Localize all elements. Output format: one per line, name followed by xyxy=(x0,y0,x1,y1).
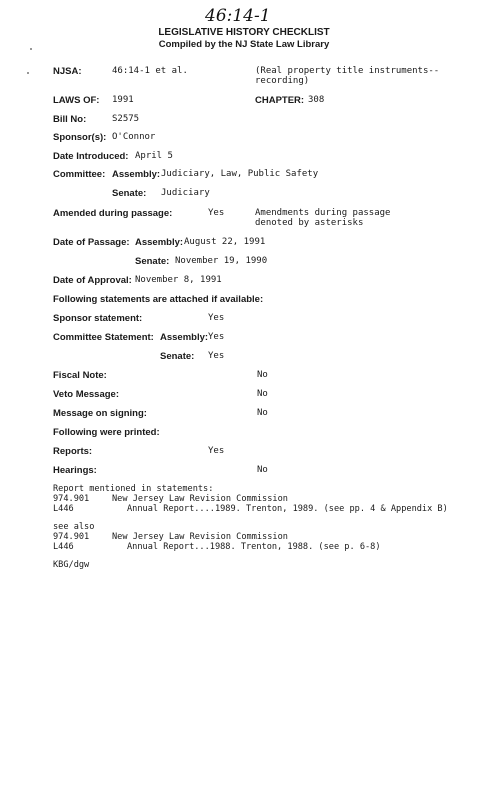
committee-senate-value: Judiciary xyxy=(161,188,210,198)
amended-note-line2: denoted by asterisks xyxy=(255,218,364,228)
cstatement-senate-value: Yes xyxy=(208,351,225,361)
amended-label: Amended during passage: xyxy=(53,208,173,219)
date-of-approval-label: Date of Approval: xyxy=(53,275,132,286)
sponsors-label: Sponsor(s): xyxy=(53,132,107,143)
message-on-signing-value: No xyxy=(257,408,268,418)
date-of-passage-label: Date of Passage: xyxy=(53,237,130,248)
njsa-value: 46:14-1 et al. xyxy=(112,66,188,76)
sponsor-statement-value: Yes xyxy=(208,313,225,323)
report-mentioned-heading: Report mentioned in statements: xyxy=(53,484,214,494)
laws-of-value: 1991 xyxy=(112,95,134,105)
veto-message-label: Veto Message: xyxy=(53,389,119,400)
reports-label: Reports: xyxy=(53,446,93,457)
cstatement-assembly-label: Assembly: xyxy=(160,332,209,343)
laws-of-label: LAWS OF: xyxy=(53,95,100,106)
bill-no-value: S2575 xyxy=(112,114,140,124)
committee-assembly-label: Assembly: xyxy=(112,169,161,180)
sponsor-statement-label: Sponsor statement: xyxy=(53,313,143,324)
report1-call-number: 974.901 xyxy=(53,494,90,504)
scan-speck xyxy=(27,72,29,74)
sponsors-value: O'Connor xyxy=(112,132,156,142)
njsa-label: NJSA: xyxy=(53,66,82,77)
document-title: LEGISLATIVE HISTORY CHECKLIST xyxy=(158,27,330,38)
report1-title: Annual Report....1989. Trenton, 1989. (see pp. 4 & Appendix B) xyxy=(127,504,448,514)
report2-call-number-2: L446 xyxy=(53,542,74,552)
date-introduced-label: Date Introduced: xyxy=(53,151,129,162)
reports-value: Yes xyxy=(208,446,225,456)
njsa-note-line1: (Real property title instruments-- xyxy=(255,66,440,76)
passage-senate-value: November 19, 1990 xyxy=(175,256,268,266)
chapter-value: 308 xyxy=(308,95,325,105)
report1-author: New Jersey Law Revision Commission xyxy=(112,494,288,504)
committee-label: Committee: xyxy=(53,169,106,180)
bill-no-label: Bill No: xyxy=(53,114,87,125)
cstatement-assembly-value: Yes xyxy=(208,332,225,342)
committee-assembly-value: Judiciary, Law, Public Safety xyxy=(161,169,319,179)
handwritten-citation: 46:14-1 xyxy=(205,6,271,26)
typist-initials: KBG/dgw xyxy=(53,560,90,570)
scan-speck xyxy=(30,48,32,50)
amended-value: Yes xyxy=(208,208,225,218)
following-attached-heading: Following statements are attached if available: xyxy=(53,294,264,305)
message-on-signing-label: Message on signing: xyxy=(53,408,147,419)
committee-senate-label: Senate: xyxy=(112,188,147,199)
passage-senate-label: Senate: xyxy=(135,256,170,267)
hearings-value: No xyxy=(257,465,268,475)
document-subtitle: Compiled by the NJ State Law Library xyxy=(158,39,330,50)
passage-assembly-value: August 22, 1991 xyxy=(184,237,266,247)
amended-note-line1: Amendments during passage xyxy=(255,208,391,218)
following-printed-heading: Following were printed: xyxy=(53,427,160,438)
report2-call-number: 974.901 xyxy=(53,532,90,542)
date-introduced-value: April 5 xyxy=(135,151,173,161)
fiscal-note-label: Fiscal Note: xyxy=(53,370,107,381)
hearings-label: Hearings: xyxy=(53,465,97,476)
veto-message-value: No xyxy=(257,389,268,399)
cstatement-senate-label: Senate: xyxy=(160,351,195,362)
fiscal-note-value: No xyxy=(257,370,268,380)
committee-statement-label: Committee Statement: xyxy=(53,332,154,343)
chapter-label: CHAPTER: xyxy=(255,95,305,106)
report1-call-number-2: L446 xyxy=(53,504,74,514)
report2-title: Annual Report...1988. Trenton, 1988. (see p. 6-8) xyxy=(127,542,381,552)
date-of-approval-value: November 8, 1991 xyxy=(135,275,222,285)
passage-assembly-label: Assembly: xyxy=(135,237,184,248)
see-also-heading: see also xyxy=(53,522,95,532)
njsa-note-line2: recording) xyxy=(255,76,310,86)
report2-author: New Jersey Law Revision Commission xyxy=(112,532,288,542)
